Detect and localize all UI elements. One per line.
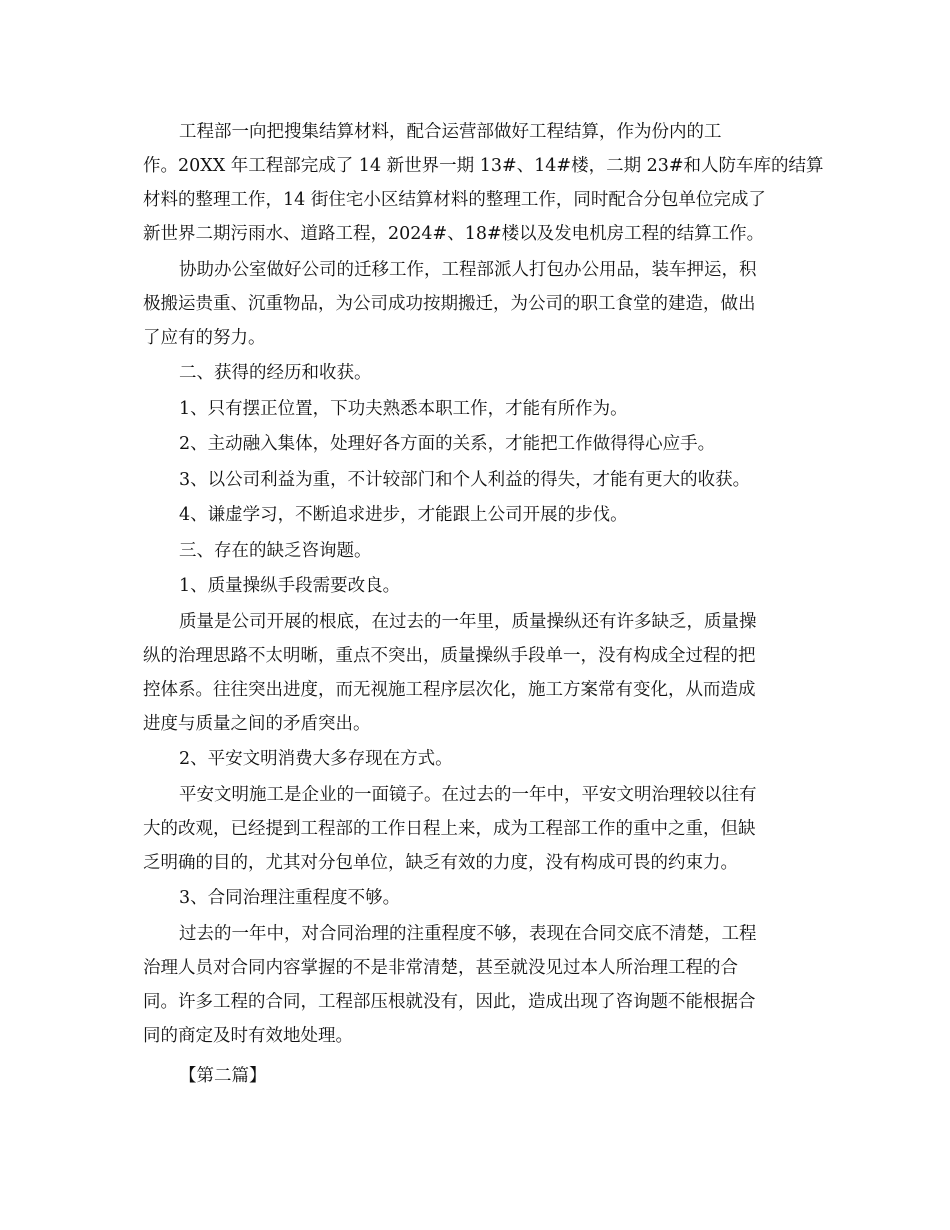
paragraph-safety: [143, 778, 808, 880]
paragraph-relocation: [143, 253, 808, 355]
text-line: 三、存在的缺乏咨询题。: [179, 540, 372, 561]
text-line: 1、只有摆正位置，下功夫熟悉本职工作，才能有所作为。: [179, 398, 628, 419]
list-item-3: [143, 463, 808, 497]
text-line: 纵的治理思路不太明晰，重点不突出，质量操纵手段单一，没有构成全过程的把: [143, 645, 756, 666]
text-line: 极搬运贵重、沉重物品，为公司成功按期搬迁，为公司的职工食堂的建造，做出: [143, 293, 756, 314]
text-line: 同的商定及时有效地处理。: [143, 1025, 353, 1046]
text-line: 【第二篇】: [179, 1065, 267, 1086]
text-line: 材料的整理工作，14 街住宅小区结算材料的整理工作，同时配合分包单位完成了: [143, 190, 766, 210]
text-line: 了应有的努力。: [143, 327, 266, 348]
section-heading-problems: [143, 534, 808, 568]
text-line: 1、质量操纵手段需要改良。: [179, 576, 401, 596]
text-line: 新世界二期污雨水、道路工程，2024#、18#楼以及发电机房工程的结算工作。: [143, 224, 765, 244]
text-line: 质量是公司开展的根底，在过去的一年里，质量操纵还有许多缺乏，质量操: [179, 611, 757, 632]
section-heading-experience: [143, 356, 808, 390]
list-item-4: [143, 498, 808, 532]
text-line: 大的改观，已经提到工程部的工作日程上来，成为工程部工作的重中之重，但缺: [143, 818, 756, 839]
paragraph-contract: [143, 917, 808, 1053]
text-line: 同。许多工程的合同，工程部压根就没有，因此，造成出现了咨询题不能根据合: [143, 991, 756, 1012]
text-line: 控体系。往往突出进度，而无视施工程序层次化，施工方案常有变化，从而造成: [143, 679, 756, 700]
problem-heading-quality: [143, 569, 808, 603]
document-page: [143, 115, 824, 1094]
text-line: 2、主动融入集体，处理好各方面的关系，才能把工作做得得心应手。: [179, 434, 716, 454]
list-item-2: [143, 427, 808, 461]
text-line: 2、平安文明消费大多存现在方式。: [179, 749, 453, 769]
text-line: 工程部一向把搜集结算材料，配合运营部做好工程结算，作为份内的工: [179, 122, 722, 142]
text-line: 过去的一年中，对合同治理的注重程度不够，表现在合同交底不清楚，工程: [179, 923, 757, 944]
text-line: 4、谦虚学习，不断追求进步，才能跟上公司开展的步伐。: [179, 505, 628, 525]
paragraph-quality: [143, 605, 808, 741]
text-line: 乏明确的目的，尤其对分包单位，缺乏有效的力度，没有构成可畏的约束力。: [143, 852, 738, 873]
problem-heading-contract: [143, 881, 808, 915]
text-line: 二、获得的经历和收获。: [179, 363, 372, 383]
text-line: 作。20XX 年工程部完成了 14 新世界一期 13#、14#楼，二期 23#和人防车库的结算: [143, 156, 824, 176]
text-line: 3、合同治理注重程度不够。: [179, 888, 401, 908]
section-heading-second-part: [143, 1059, 808, 1093]
text-line: 治理人员对合同内容掌握的不是非常清楚，甚至就没见过本人所治理工程的合: [143, 957, 738, 978]
problem-heading-safety: [143, 742, 808, 776]
text-line: 3、以公司利益为重，不计较部门和个人利益的得失，才能有更大的收获。: [179, 469, 751, 490]
text-line: 协助办公室做好公司的迁移工作，工程部派人打包办公用品，装车押运，积: [179, 259, 757, 280]
paragraph-settlement-work: [143, 115, 824, 251]
text-line: 进度与质量之间的矛盾突出。: [143, 713, 371, 734]
text-line: 平安文明施工是企业的一面镜子。在过去的一年中，平安文明治理较以往有: [179, 784, 757, 805]
list-item-1: [143, 392, 808, 426]
